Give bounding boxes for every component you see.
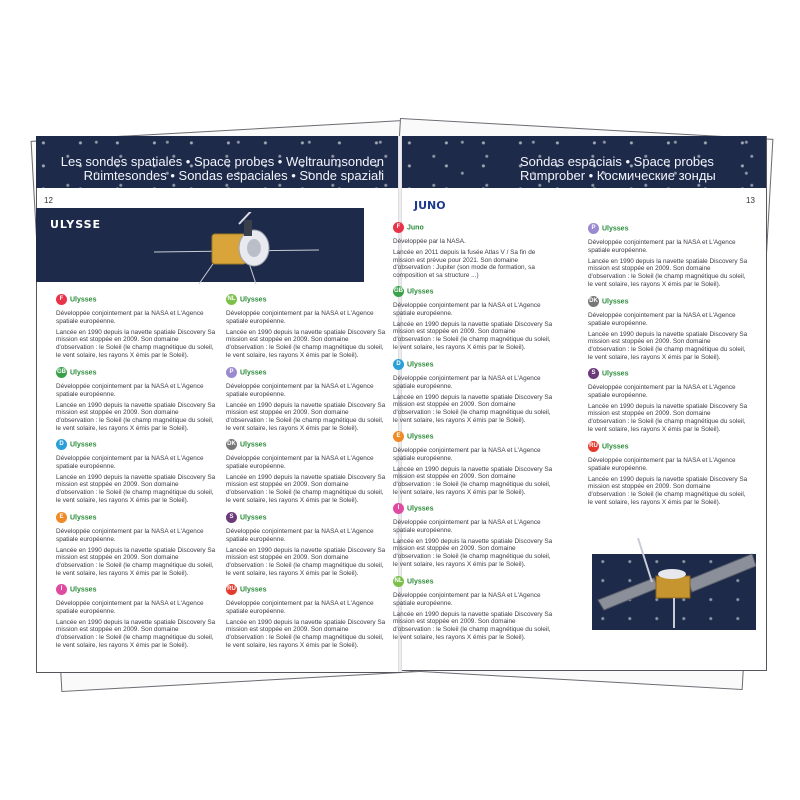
entry-p bbox=[588, 220, 750, 289]
entry-s bbox=[226, 509, 388, 578]
probe-name: Ulysses bbox=[407, 505, 434, 513]
entry-header bbox=[56, 364, 218, 382]
entry-i bbox=[393, 500, 555, 569]
header-line-2: Rumprober • Космические зонды bbox=[520, 168, 716, 183]
language-badge: GB bbox=[56, 367, 67, 378]
language-badge: D bbox=[56, 439, 67, 450]
entry-header bbox=[393, 283, 555, 301]
entry-s bbox=[588, 365, 750, 434]
entry-developer-text: Développée conjointement par la NASA et L'Agence spatiale européenne. bbox=[226, 528, 374, 543]
entry-e bbox=[393, 428, 555, 497]
entry-nl bbox=[393, 573, 555, 642]
entry-f bbox=[56, 291, 218, 360]
probe-name: Ulysses bbox=[240, 369, 267, 377]
probe-name: Ulysses bbox=[602, 370, 629, 378]
entry-header bbox=[56, 509, 218, 527]
entry-p bbox=[226, 364, 388, 433]
entry-developer-text: Développée conjointement par la NASA et L'Agence spatiale européenne. bbox=[393, 447, 541, 462]
entry-header bbox=[56, 581, 218, 599]
probe-name: Juno bbox=[407, 224, 424, 232]
entry-header bbox=[226, 581, 388, 599]
ulysse-banner bbox=[36, 208, 364, 282]
entry-developer-text: Développée conjointement par la NASA et L'Agence spatiale européenne. bbox=[588, 312, 736, 327]
juno-probe-icon bbox=[592, 538, 756, 634]
language-badge: F bbox=[56, 294, 67, 305]
entry-developer-text: Développée conjointement par la NASA et L'Agence spatiale européenne. bbox=[56, 310, 204, 325]
entry-mission-text: Lancée en 1990 depuis la navette spatiale Discovery Sa mission est stoppée en 2009. Son domaine d'observation : le Soleil (le champ magnétique du soleil, le vent solaire, les rayons X émis par le Soleil). bbox=[393, 320, 553, 351]
entry-header bbox=[588, 220, 750, 238]
language-badge: NL bbox=[226, 294, 237, 305]
entry-mission-text: Lancée en 1990 depuis la navette spatiale Discovery Sa mission est stoppée en 2009. Son domaine d'observation : le Soleil (le champ magnétique du soleil, le vent solaire, les rayons X émis par le Soleil). bbox=[393, 465, 553, 496]
entry-header bbox=[393, 356, 555, 374]
entry-d bbox=[56, 436, 218, 505]
entry-mission-text: Lancée en 1990 depuis la navette spatiale Discovery Sa mission est stoppée en 2009. Son domaine d'observation : le Soleil (le champ magnétique du soleil, le vent solaire, les rayons X émis par le Soleil). bbox=[226, 401, 386, 432]
entry-developer-text: Développée conjointement par la NASA et L'Agence spatiale européenne. bbox=[393, 302, 541, 317]
entry-mission-text: Lancée en 1990 depuis la navette spatiale Discovery Sa mission est stoppée en 2009. Son domaine d'observation : le Soleil (le champ magnétique du soleil, le vent solaire, les rayons X émis par le Soleil). bbox=[588, 330, 748, 361]
probe-name: Ulysses bbox=[407, 578, 434, 586]
entry-mission-text: Lancée en 1990 depuis la navette spatiale Discovery Sa mission est stoppée en 2009. Son domaine d'observation : le Soleil (le champ magnétique du soleil, le vent solaire, les rayons X émis par le Soleil). bbox=[588, 402, 748, 433]
entry-developer-text: Développée conjointement par la NASA et L'Agence spatiale européenne. bbox=[226, 383, 374, 398]
page-number-left: 12 bbox=[44, 196, 53, 205]
language-badge: I bbox=[393, 503, 404, 514]
entry-nl bbox=[226, 291, 388, 360]
ulysses-probe-illustration bbox=[144, 212, 324, 286]
language-badge: S bbox=[226, 512, 237, 523]
entry-mission-text: Lancée en 1990 depuis la navette spatiale Discovery Sa mission est stoppée en 2009. Son domaine d'observation : le Soleil (le champ magnétique du soleil, le vent solaire, les rayons X émis par le Soleil). bbox=[226, 328, 386, 359]
entry-header bbox=[56, 291, 218, 309]
entry-header bbox=[393, 219, 555, 237]
language-badge: DK bbox=[226, 439, 237, 450]
language-badge: NL bbox=[393, 576, 404, 587]
entry-header bbox=[226, 364, 388, 382]
probe-name: Ulysses bbox=[70, 441, 97, 449]
header-line-2: Ruimtesondes • Sondas espaciales • Sonde spaziali bbox=[83, 168, 384, 183]
probe-name: Ulysses bbox=[602, 298, 629, 306]
entry-header bbox=[226, 436, 388, 454]
entry-developer-text: Développée conjointement par la NASA et L'Agence spatiale européenne. bbox=[56, 383, 204, 398]
entry-gb bbox=[56, 364, 218, 433]
entry-header bbox=[588, 438, 750, 456]
entry-developer-text: Développée conjointement par la NASA et L'Agence spatiale européenne. bbox=[393, 375, 541, 390]
probe-name: Ulysses bbox=[240, 296, 267, 304]
entry-mission-text: Lancée en 1990 depuis la navette spatiale Discovery Sa mission est stoppée en 2009. Son domaine d'observation : le Soleil (le champ magnétique du soleil, le vent solaire, les rayons X émis par le Soleil). bbox=[226, 546, 386, 577]
page-number-right: 13 bbox=[746, 196, 755, 205]
header-line-1: Sondas espaciais • Space probes bbox=[520, 154, 714, 169]
entry-ru bbox=[226, 581, 388, 650]
entry-mission-text: Lancée en 1990 depuis la navette spatiale Discovery Sa mission est stoppée en 2009. Son domaine d'observation : le Soleil (le champ magnétique du soleil, le vent solaire, les rayons X émis par le Soleil). bbox=[56, 328, 216, 359]
entry-ru bbox=[588, 438, 750, 507]
section-title-ulysse: ULYSSE bbox=[50, 218, 102, 231]
entry-d bbox=[393, 356, 555, 425]
entry-header bbox=[393, 428, 555, 446]
language-badge: RU bbox=[226, 584, 237, 595]
entry-header bbox=[56, 436, 218, 454]
probe-name: Ulysses bbox=[70, 296, 97, 304]
entry-e bbox=[56, 509, 218, 578]
entry-dk bbox=[226, 436, 388, 505]
entry-mission-text: Lancée en 1990 depuis la navette spatiale Discovery Sa mission est stoppée en 2009. Son domaine d'observation : le Soleil (le champ magnétique du soleil, le vent solaire, les rayons X émis par le Soleil). bbox=[56, 546, 216, 577]
language-badge: DK bbox=[588, 296, 599, 307]
header-line-1: Les sondes spatiales • Space probes • Weltraumsonden bbox=[60, 154, 384, 169]
entry-developer-text: Développée conjointement par la NASA et L'Agence spatiale européenne. bbox=[226, 455, 374, 470]
header-band-left bbox=[36, 136, 398, 188]
section-title-juno: JUNO bbox=[414, 199, 446, 212]
entry-header bbox=[226, 291, 388, 309]
language-badge: GB bbox=[393, 286, 404, 297]
entry-mission-text: Lancée en 2011 depuis la fusée Atlas V / Sa fin de mission est prévue pour 2021. Son domaine d'observation : Jupiter (son mode de formation, sa composition et sa structure ...) bbox=[393, 248, 536, 280]
entry-developer-text: Développée conjointement par la NASA et L'Agence spatiale européenne. bbox=[226, 600, 374, 615]
probe-name: Ulysses bbox=[407, 361, 434, 369]
entry-header bbox=[393, 573, 555, 591]
language-badge: S bbox=[588, 368, 599, 379]
probe-name: Ulysses bbox=[407, 288, 434, 296]
entry-developer-text: Développée conjointement par la NASA et L'Agence spatiale européenne. bbox=[226, 310, 374, 325]
entry-mission-text: Lancée en 1990 depuis la navette spatiale Discovery Sa mission est stoppée en 2009. Son domaine d'observation : le Soleil (le champ magnétique du soleil, le vent solaire, les rayons X émis par le Soleil). bbox=[588, 475, 748, 506]
language-badge: RU bbox=[588, 441, 599, 452]
entry-mission-text: Lancée en 1990 depuis la navette spatiale Discovery Sa mission est stoppée en 2009. Son domaine d'observation : le Soleil (le champ magnétique du soleil, le vent solaire, les rayons X émis par le Soleil). bbox=[393, 393, 553, 424]
probe-name: Ulysses bbox=[240, 514, 267, 522]
header-band-right bbox=[402, 136, 766, 188]
entry-developer-text: Développée par la NASA. bbox=[393, 238, 466, 245]
entry-developer-text: Développée conjointement par la NASA et L'Agence spatiale européenne. bbox=[56, 600, 204, 615]
entry-developer-text: Développée conjointement par la NASA et L'Agence spatiale européenne. bbox=[393, 592, 541, 607]
entry-header bbox=[226, 509, 388, 527]
probe-name: Ulysses bbox=[240, 586, 267, 594]
probe-name: Ulysses bbox=[70, 586, 97, 594]
language-badge: E bbox=[393, 431, 404, 442]
entry-mission-text: Lancée en 1990 depuis la navette spatiale Discovery Sa mission est stoppée en 2009. Son domaine d'observation : le Soleil (le champ magnétique du soleil, le vent solaire, les rayons X émis par le Soleil). bbox=[226, 473, 386, 504]
entry-header bbox=[588, 365, 750, 383]
entry-mission-text: Lancée en 1990 depuis la navette spatiale Discovery Sa mission est stoppée en 2009. Son domaine d'observation : le Soleil (le champ magnétique du soleil, le vent solaire, les rayons X émis par le Soleil). bbox=[588, 257, 748, 288]
entry-developer-text: Développée conjointement par la NASA et L'Agence spatiale européenne. bbox=[56, 455, 204, 470]
entry-i bbox=[56, 581, 218, 650]
entry-mission-text: Lancée en 1990 depuis la navette spatiale Discovery Sa mission est stoppée en 2009. Son domaine d'observation : le Soleil (le champ magnétique du soleil, le vent solaire, les rayons X émis par le Soleil). bbox=[226, 618, 386, 649]
entry-mission-text: Lancée en 1990 depuis la navette spatiale Discovery Sa mission est stoppée en 2009. Son domaine d'observation : le Soleil (le champ magnétique du soleil, le vent solaire, les rayons X émis par le Soleil). bbox=[56, 473, 216, 504]
entry-header bbox=[588, 293, 750, 311]
entry-developer-text: Développée conjointement par la NASA et L'Agence spatiale européenne. bbox=[588, 384, 736, 399]
probe-name: Ulysses bbox=[602, 443, 629, 451]
language-badge: P bbox=[588, 223, 599, 234]
entry-mission-text: Lancée en 1990 depuis la navette spatiale Discovery Sa mission est stoppée en 2009. Son domaine d'observation : le Soleil (le champ magnétique du soleil, le vent solaire, les rayons X émis par le Soleil). bbox=[56, 618, 216, 649]
language-badge: I bbox=[56, 584, 67, 595]
language-badge: F bbox=[393, 222, 404, 233]
entry-dk bbox=[588, 293, 750, 362]
probe-name: Ulysses bbox=[70, 514, 97, 522]
entry-gb bbox=[393, 283, 555, 352]
probe-name: Ulysses bbox=[240, 441, 267, 449]
entry-mission-text: Lancée en 1990 depuis la navette spatiale Discovery Sa mission est stoppée en 2009. Son domaine d'observation : le Soleil (le champ magnétique du soleil, le vent solaire, les rayons X émis par le Soleil). bbox=[393, 610, 553, 641]
entry-header bbox=[393, 500, 555, 518]
language-badge: E bbox=[56, 512, 67, 523]
entry-mission-text: Lancée en 1990 depuis la navette spatiale Discovery Sa mission est stoppée en 2009. Son domaine d'observation : le Soleil (le champ magnétique du soleil, le vent solaire, les rayons X émis par le Soleil). bbox=[56, 401, 216, 432]
language-badge: D bbox=[393, 359, 404, 370]
entry-developer-text: Développée conjointement par la NASA et L'Agence spatiale européenne. bbox=[393, 519, 541, 534]
entry-developer-text: Développée conjointement par la NASA et L'Agence spatiale européenne. bbox=[588, 239, 736, 254]
probe-name: Ulysses bbox=[407, 433, 434, 441]
entry-developer-text: Développée conjointement par la NASA et L'Agence spatiale européenne. bbox=[56, 528, 204, 543]
entry-mission-text: Lancée en 1990 depuis la navette spatiale Discovery Sa mission est stoppée en 2009. Son domaine d'observation : le Soleil (le champ magnétique du soleil, le vent solaire, les rayons X émis par le Soleil). bbox=[393, 537, 553, 568]
language-badge: P bbox=[226, 367, 237, 378]
entry-developer-text: Développée conjointement par la NASA et L'Agence spatiale européenne. bbox=[588, 457, 736, 472]
entry-f bbox=[393, 219, 555, 280]
probe-name: Ulysses bbox=[70, 369, 97, 377]
probe-name: Ulysses bbox=[602, 225, 629, 233]
juno-probe-illustration bbox=[592, 554, 756, 630]
